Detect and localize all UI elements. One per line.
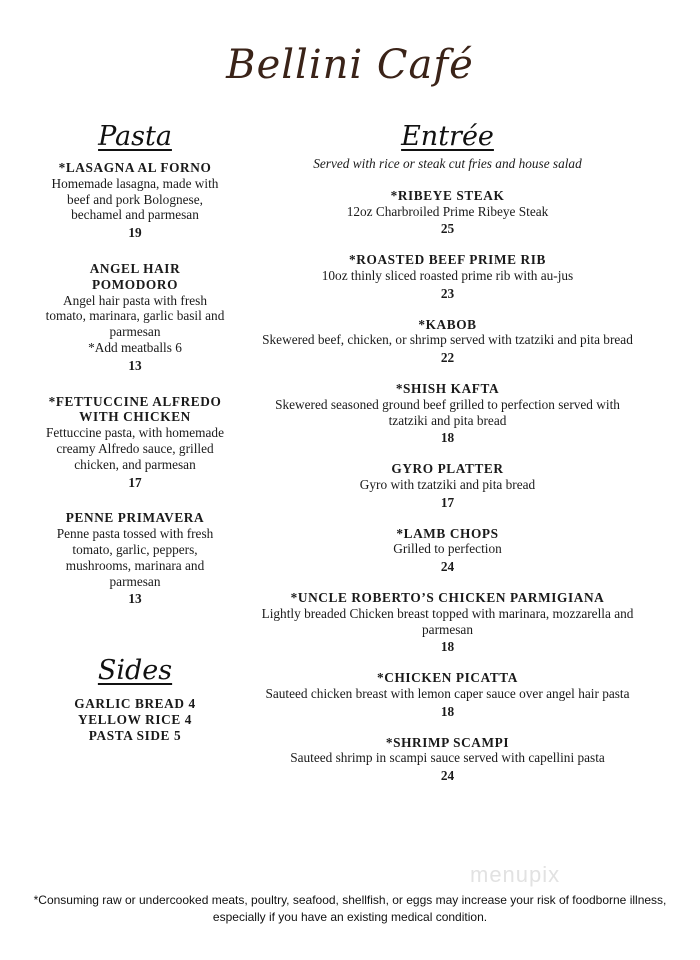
side-item: PASTA SIDE 5: [88, 727, 182, 743]
restaurant-title: Bellini Café: [226, 42, 474, 88]
item-name: *LAMB CHOPS: [396, 525, 499, 541]
item-description: Fettuccine pasta, with homemade creamy Alfredo sauce, grilled chicken, and parmesan: [46, 425, 224, 472]
item-name: *FETTUCCINE ALFREDO WITH CHICKEN: [48, 393, 222, 425]
item-price: 17: [440, 494, 455, 510]
menu-item: [45, 261, 225, 374]
item-name: *ROASTED BEEF PRIME RIB: [349, 252, 546, 268]
item-price: 22: [440, 350, 455, 366]
item-description: Sauteed shrimp in scampi sauce served with capellini pasta: [290, 750, 605, 766]
item-price: 24: [440, 559, 455, 575]
pasta-column: [45, 120, 225, 744]
item-description: 10oz thinly sliced roasted prime rib with au-jus: [321, 267, 574, 283]
menu-item: [255, 188, 640, 237]
menu-item: [255, 735, 640, 784]
item-description: Penne pasta tossed with fresh tomato, garlic, peppers, mushrooms, marinara and parmesan: [56, 526, 214, 589]
item-description: 12oz Charbroiled Prime Ribeye Steak: [346, 203, 549, 219]
item-price: 17: [128, 474, 142, 490]
menu-item: [255, 670, 640, 719]
item-description: Angel hair pasta with fresh tomato, marinara, garlic basil and parmesan: [45, 292, 225, 340]
item-price: 25: [440, 221, 455, 237]
item-price: 19: [128, 225, 142, 241]
item-name: *KABOB: [418, 316, 477, 332]
item-description: Lightly breaded Chicken breast topped with marinara, mozzarella and parmesan: [261, 605, 634, 637]
item-description: Homemade lasagna, made with beef and pork Bolognese, bechamel and parmesan: [51, 175, 219, 223]
item-description: Sauteed chicken breast with lemon caper sauce over angel hair pasta: [265, 685, 630, 701]
menu-item: [255, 252, 640, 301]
menu-item: [45, 510, 225, 607]
sides-heading: Sides: [97, 655, 173, 687]
item-price: 18: [440, 639, 455, 655]
item-price: 23: [440, 285, 455, 301]
item-name: ANGEL HAIR POMODORO: [89, 260, 181, 292]
item-description: Gyro with tzatziki and pita bread: [359, 476, 536, 492]
item-name: *UNCLE ROBERTO’S CHICKEN PARMIGIANA: [290, 589, 605, 605]
entree-heading: Entrée: [401, 121, 494, 152]
item-description: Skewered beef, chicken, or shrimp served with tzatziki and pita bread: [262, 332, 633, 348]
watermark-logo: menupix: [470, 862, 561, 887]
item-description: Grilled to perfection: [393, 541, 502, 557]
item-name: *RIBEYE STEAK: [390, 187, 505, 203]
item-price: 13: [128, 357, 142, 373]
item-price: 13: [128, 591, 142, 607]
side-item: GARLIC BREAD 4: [74, 696, 196, 712]
menu-item: [255, 381, 640, 446]
item-name: *SHRIMP SCAMPI: [385, 734, 510, 750]
menu-item: [255, 317, 640, 366]
footer-disclaimer: *Consuming raw or undercooked meats, poultry, seafood, shellfish, or eggs may increase your risk of foodborne illness, especially if you have an existing medical condition.: [33, 893, 667, 924]
item-extra: *Add meatballs 6: [88, 339, 182, 355]
entree-column: [255, 120, 640, 799]
item-price: 18: [440, 430, 455, 446]
item-name: *SHISH KAFTA: [395, 380, 500, 396]
menu-item: [255, 461, 640, 510]
menu-item: [255, 590, 640, 655]
item-name: PENNE PRIMAVERA: [65, 510, 205, 526]
item-price: 24: [440, 768, 455, 784]
menu-item: [45, 160, 225, 241]
pasta-heading: Pasta: [98, 121, 172, 152]
item-name: *CHICKEN PICATTA: [377, 670, 518, 686]
menu-item: [255, 526, 640, 575]
item-name: GYRO PLATTER: [391, 461, 504, 477]
item-description: Skewered seasoned ground beef grilled to perfection served with tzatziki and pita bread: [275, 396, 620, 428]
item-name: *LASAGNA AL FORNO: [58, 160, 212, 175]
item-price: 18: [440, 703, 455, 719]
menu-item: [45, 394, 225, 491]
side-item: YELLOW RICE 4: [78, 711, 192, 727]
entree-subtitle: Served with rice or steak cut fries and house salad: [313, 156, 582, 171]
